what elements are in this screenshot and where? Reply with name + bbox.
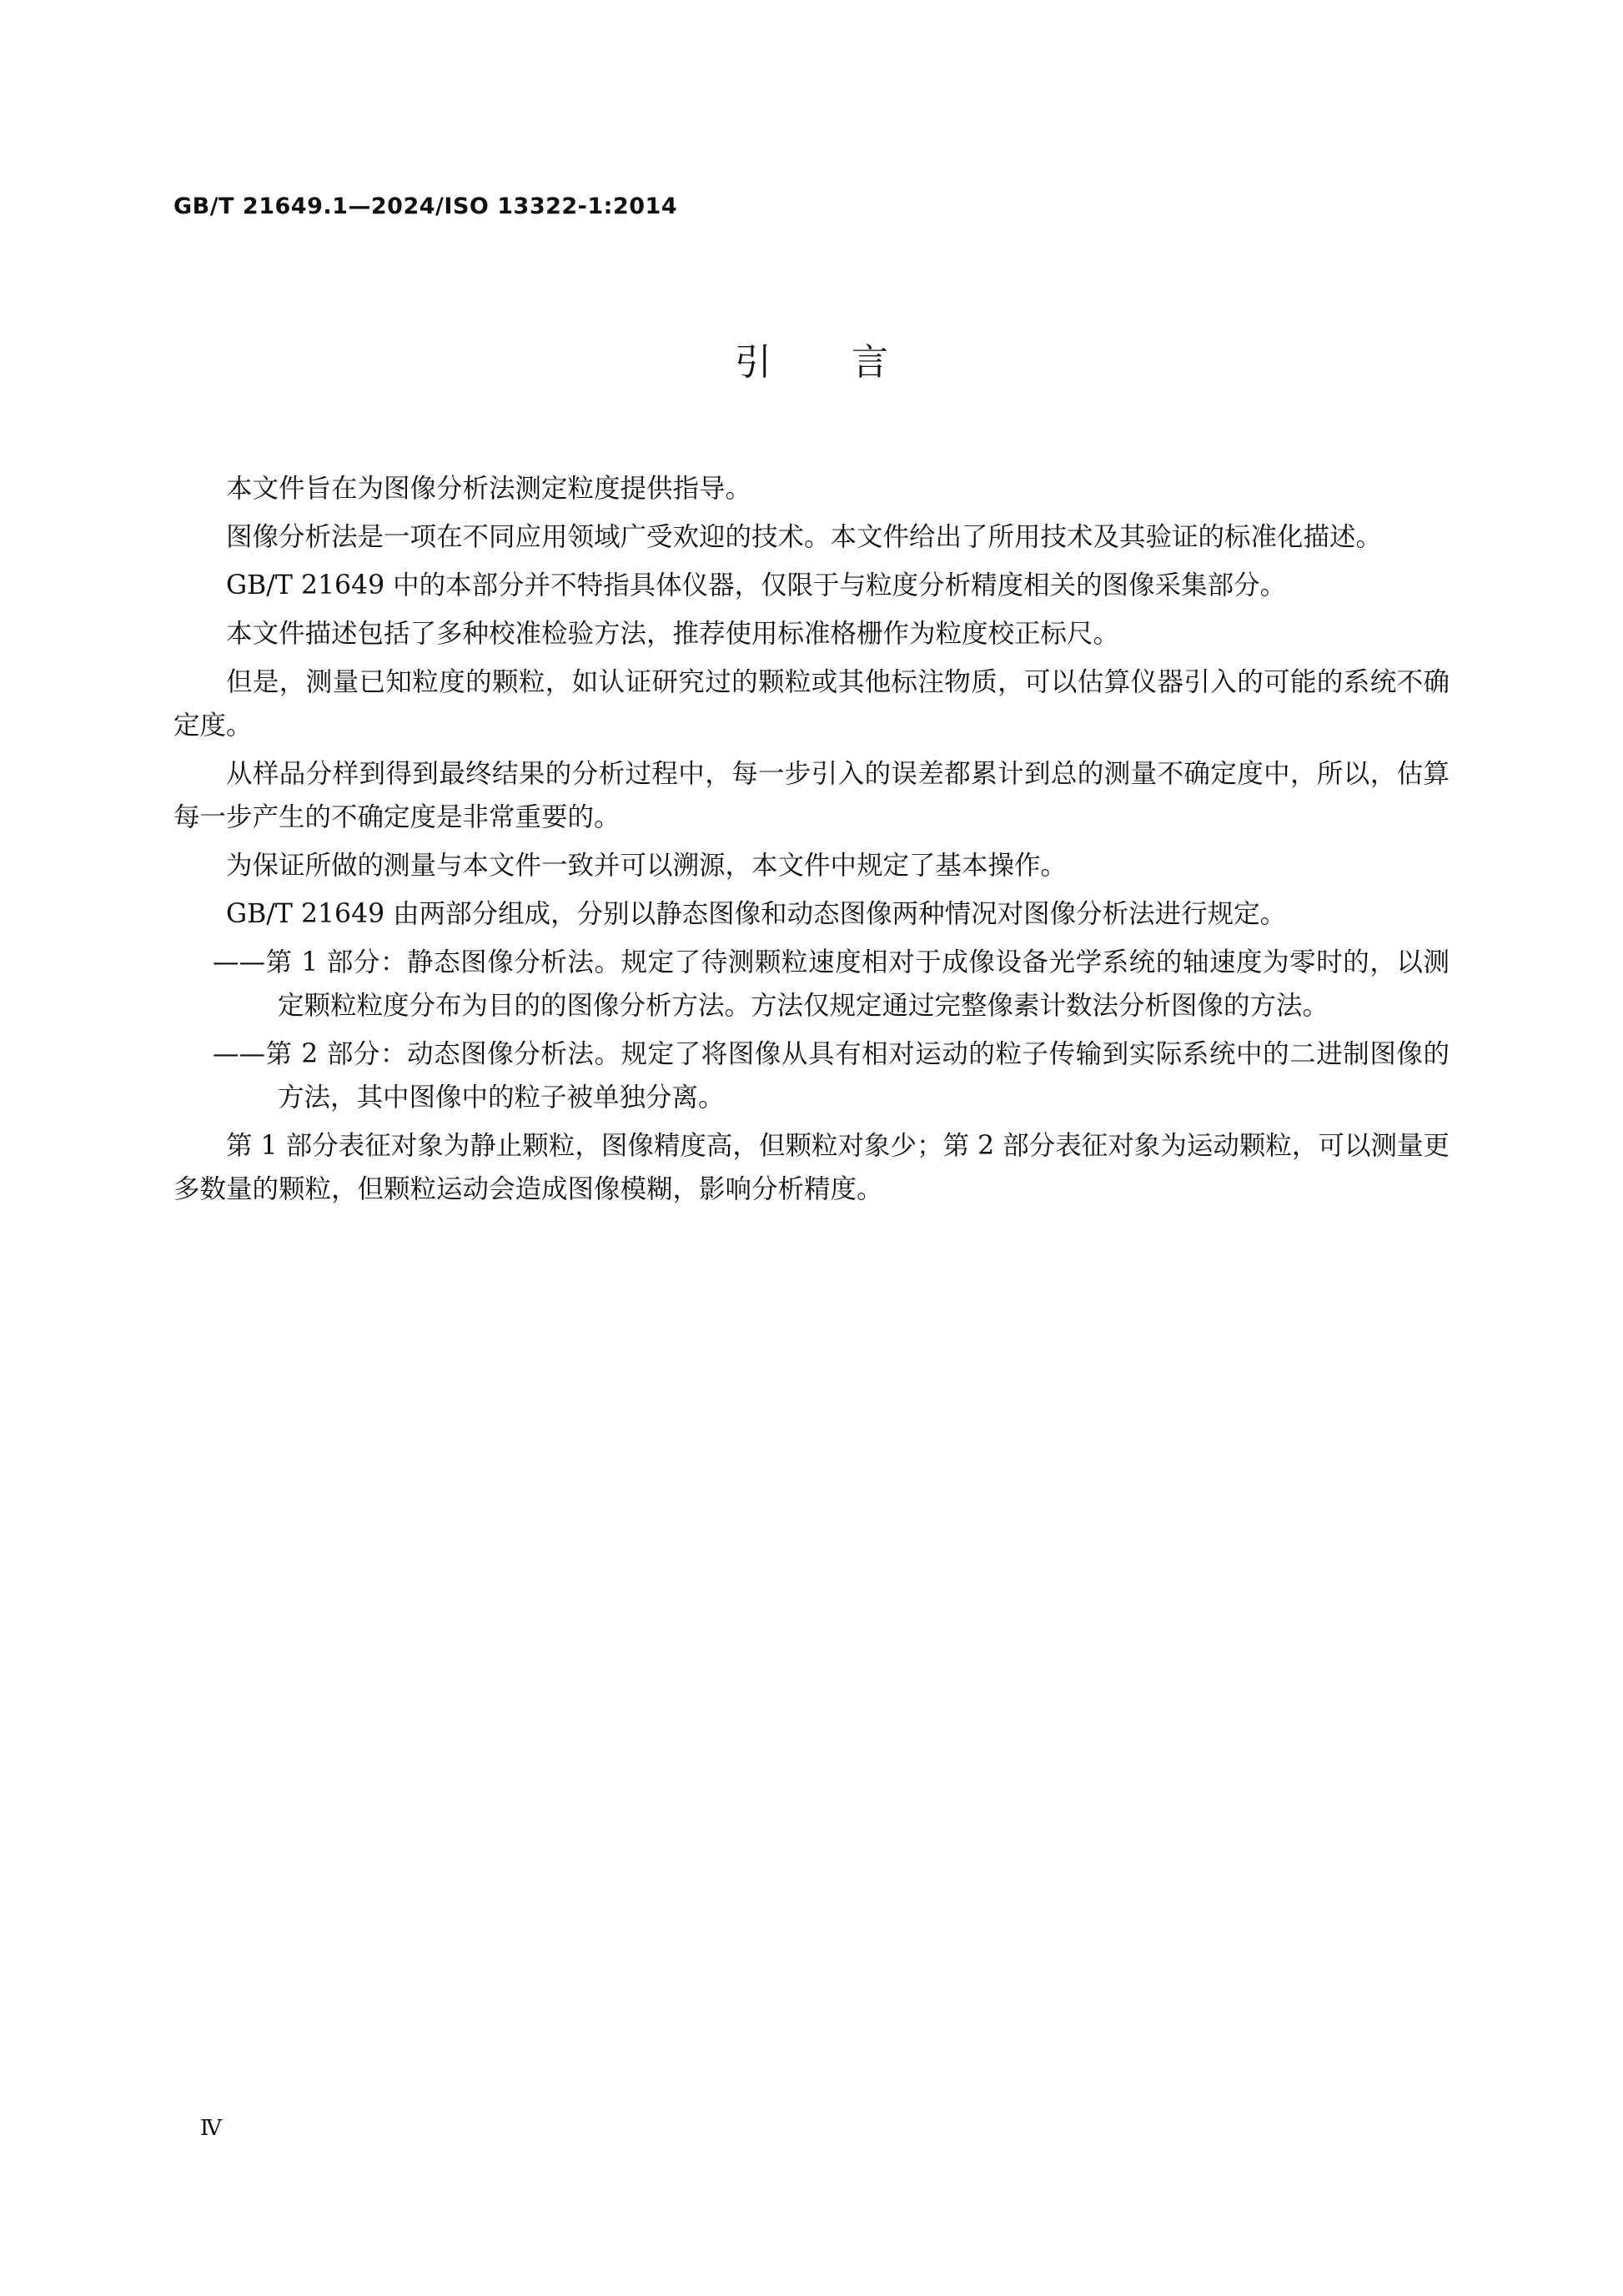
paragraph-1: 本文件旨在为图像分析法测定粒度提供指导。 <box>226 474 752 504</box>
paragraph-4: 本文件描述包括了多种校准检验方法，推荐使用标准格栅作为粒度校正标尺。 <box>226 619 1120 649</box>
paragraph-8: GB/T 21649 由两部分组成，分别以静态图像和动态图像两种情况对图像分析法进行规定。 <box>226 899 1287 929</box>
paragraph-2: 图像分析法是一项在不同应用领域广受欢迎的技术。本文件给出了所用技术及其验证的标准化描述。 <box>226 522 1383 552</box>
list-item-part-2: ——第 2 部分：动态图像分析法。规定了将图像从具有相对运动的粒子传输到实际系统中的二进制图像的方法，其中图像中的粒子被单独分离。 <box>213 1039 1450 1113</box>
list-item-part-1: ——第 1 部分：静态图像分析法。规定了待测颗粒速度相对于成像设备光学系统的轴速度为零时的，以测定颗粒粒度分布为目的的图像分析方法。方法仅规定通过完整像素计数法分析图像的方法。 <box>213 947 1450 1021</box>
paragraph-5: 但是，测量已知粒度的颗粒，如认证研究过的颗粒或其他标注物质，可以估算仪器引入的可能的系统不确定度。 <box>173 667 1450 741</box>
page-number: Ⅳ <box>200 2116 222 2141</box>
document-number-header: GB/T 21649.1—2024/ISO 13322-1:2014 <box>173 193 678 219</box>
closing-paragraph: 第 1 部分表征对象为静止颗粒，图像精度高，但颗粒对象少；第 2 部分表征对象为运动颗粒，可以测量更多数量的颗粒，但颗粒运动会造成图像模糊，影响分析精度。 <box>173 1131 1450 1204</box>
paragraph-6: 从样品分样到得到最终结果的分析过程中，每一步引入的误差都累计到总的测量不确定度中，所以，估算每一步产生的不确定度是非常重要的。 <box>173 759 1450 832</box>
page-title: 引言 <box>735 341 968 384</box>
paragraph-3: GB/T 21649 中的本部分并不特指具体仪器，仅限于与粒度分析精度相关的图像采集部分。 <box>226 570 1287 600</box>
body-text <box>173 467 1450 1216</box>
paragraph-7: 为保证所做的测量与本文件一致并可以溯源，本文件中规定了基本操作。 <box>226 851 1068 881</box>
